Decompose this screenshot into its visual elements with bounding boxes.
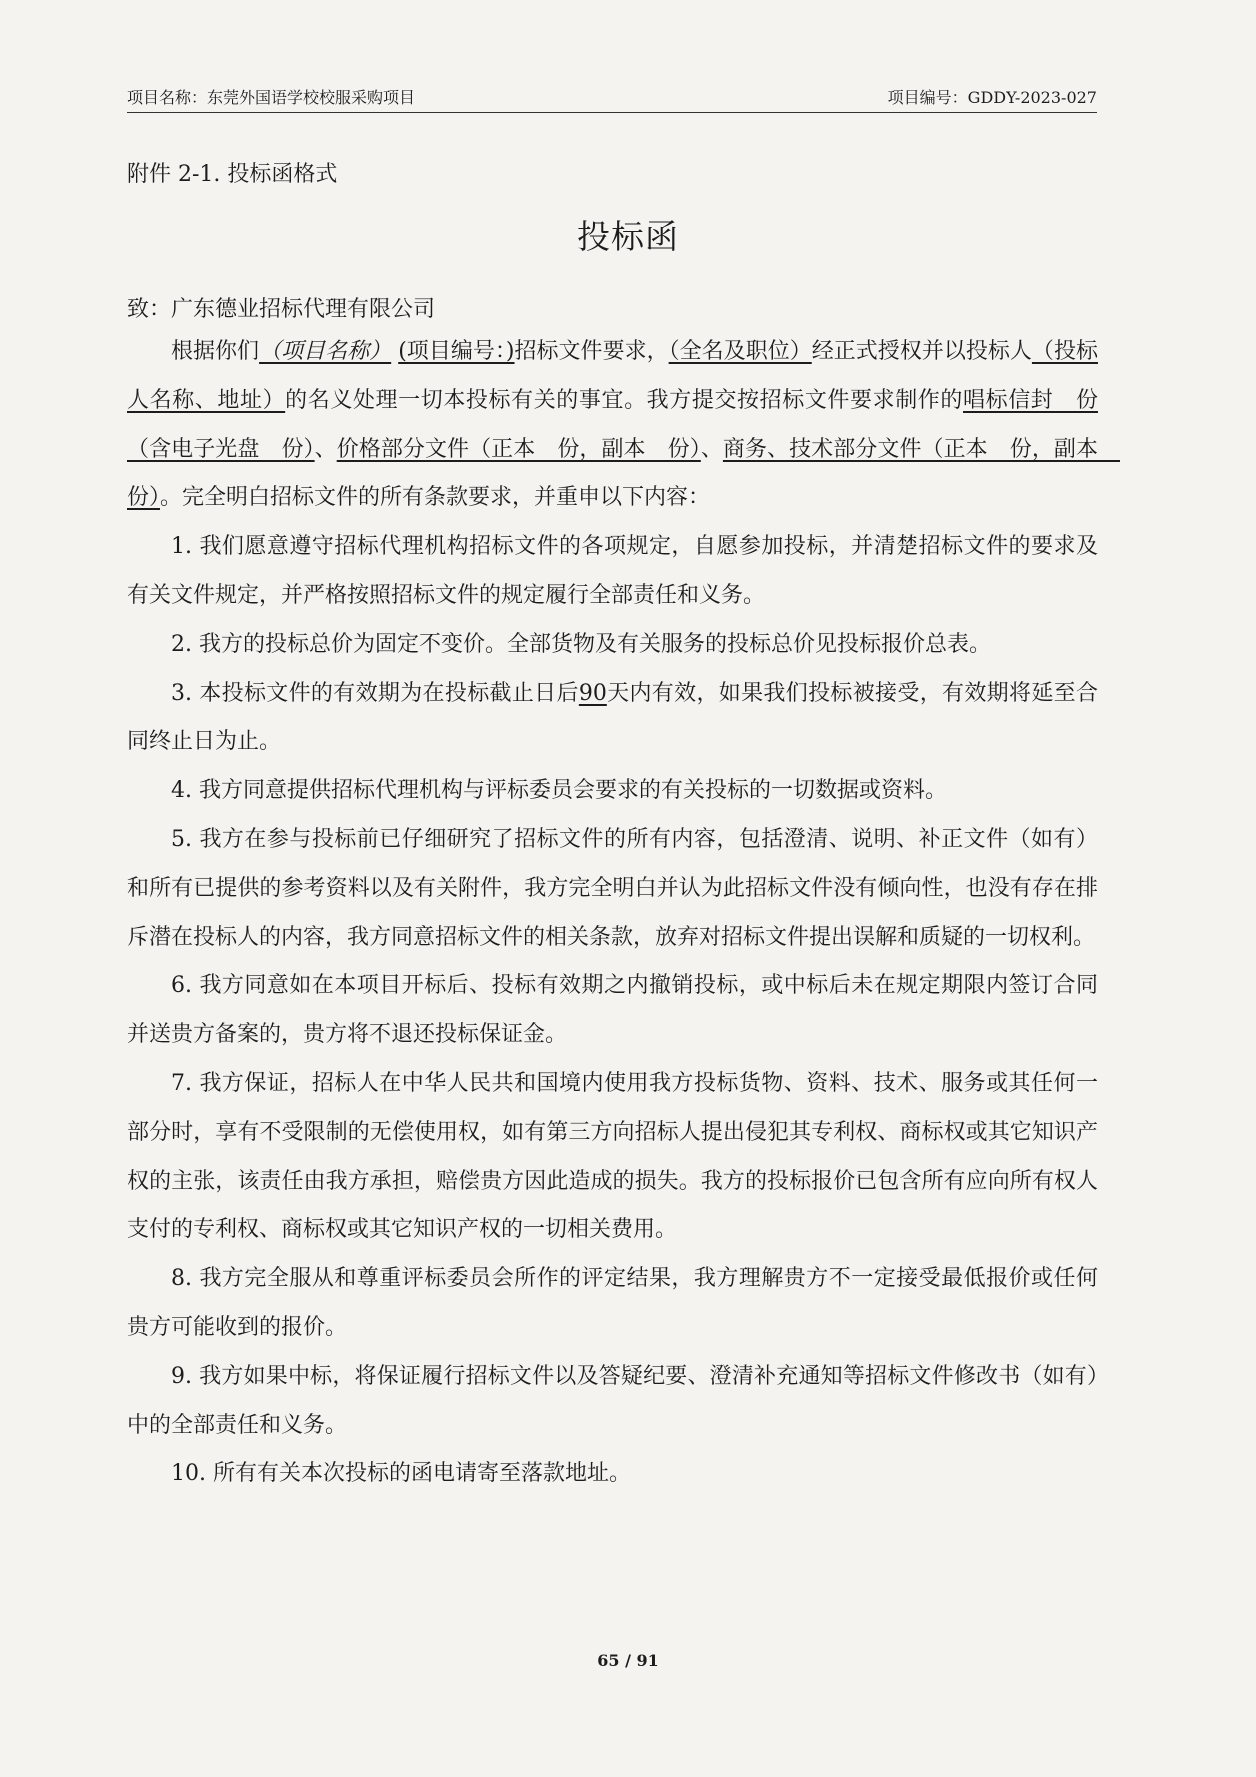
addressee: 致：广东德业招标代理有限公司: [127, 297, 436, 322]
letter-body: [127, 328, 1120, 1499]
clause-2: 2. 我方的投标总价为固定不变价。全部货物及有关服务的投标总价见投标报价总表。: [171, 631, 991, 657]
intro-text: 根据你们: [171, 339, 260, 364]
clause-3-rest: 天内有效，如果我们投标被接受，有效期将延至合同终止日为止。: [127, 680, 1098, 755]
clause-1: 1. 我们愿意遵守招标代理机构招标文件的各项规定，自愿参加投标，并清楚招标文件的要求及有关文件规定，并严格按照招标文件的规定履行全部责任和义务。: [127, 534, 1098, 608]
price-section-blank: 价格部分文件（正本 份，副本 份）: [336, 436, 701, 462]
intro-text: 、: [314, 436, 337, 462]
clause-5: 5. 我方在参与投标前已仔细研究了招标文件的所有内容，包括澄清、说明、补正文件（如有）和所有已提供的参考资料以及有关附件，我方完全明白并认为此招标文件没有倾向性，也没有存在排斥潜在投标人的内容，我方同意招标文件的相关条款，放弃对招标文件提出误解和质疑的一切权利。: [127, 826, 1098, 950]
fullname-position-blank: （全名及职位）: [668, 339, 812, 364]
clause-6: 6. 我方同意如在本项目开标后、投标有效期之内撤销投标，或中标后未在规定期限内签订合同并送贵方备案的，贵方将不退还投标保证金。: [127, 973, 1098, 1048]
intro-paragraph: [127, 328, 1120, 523]
clause-8: 8. 我方完全服从和尊重评标委员会所作的评定结果，我方理解贵方不一定接受最低报价或任何贵方可能收到的报价。: [127, 1266, 1098, 1340]
clause-10: 10. 所有有关本次投标的函电请寄至落款地址。: [171, 1461, 631, 1487]
validity-days: 90: [578, 680, 607, 706]
document-title: 投标函: [577, 217, 679, 256]
page-number: 65 / 91: [597, 1651, 659, 1670]
clause-4: 4. 我方同意提供招标代理机构与评标委员会要求的有关投标的一切数据或资料。: [171, 778, 947, 804]
header-project-number: 项目编号：GDDY-2023-027: [887, 88, 1097, 107]
intro-text: 招标文件要求，: [514, 339, 669, 364]
intro-text: 的名义处理一切本投标有关的事宜。我方提交按招标文件要求制作的: [285, 387, 963, 413]
clause-3: [127, 670, 1098, 768]
intro-text: 。完全明白招标文件的所有条款要求，并重申以下内容：: [160, 485, 711, 511]
clause-9: 9. 我方如果中标，将保证履行招标文件以及答疑纪要、澄清补充通知等招标文件修改书（如有）中的全部责任和义务。: [127, 1363, 1098, 1438]
project-name-blank: （项目名称）: [259, 339, 392, 364]
clause-7: 7. 我方保证，招标人在中华人民共和国境内使用我方投标货物、资料、技术、服务或其任何一部分时，享有不受限制的无偿使用权，如有第三方向招标人提出侵犯其专利权、商标权或其它知识产权的主张，该责任由我方承担，赔偿贵方因此造成的损失。我方的投标报价已包含所有应向所有权人支付的专利权、商标权或其它知识产权的一切相关费用。: [127, 1070, 1098, 1243]
project-number-blank: (项目编号：): [398, 339, 515, 364]
bidder-name-address-blank: （投标人名称、地址）: [127, 339, 1098, 413]
header-project-name: 项目名称：东莞外国语学校校服采购项目: [127, 88, 416, 107]
page-header: [127, 84, 1097, 113]
commercial-technical-blank: 商务、技术部分文件（正本 份，副本 份）: [127, 436, 1120, 511]
intro-text: 经正式授权并以投标人: [811, 339, 1032, 364]
bid-envelope-blank: 唱标信封 份（含电子光盘 份）: [127, 387, 1098, 462]
intro-text: 、: [700, 436, 723, 462]
clause-3-text: 3. 本投标文件的有效期为在投标截止日后: [171, 680, 579, 706]
attachment-label: 附件 2-1. 投标函格式: [127, 162, 338, 187]
